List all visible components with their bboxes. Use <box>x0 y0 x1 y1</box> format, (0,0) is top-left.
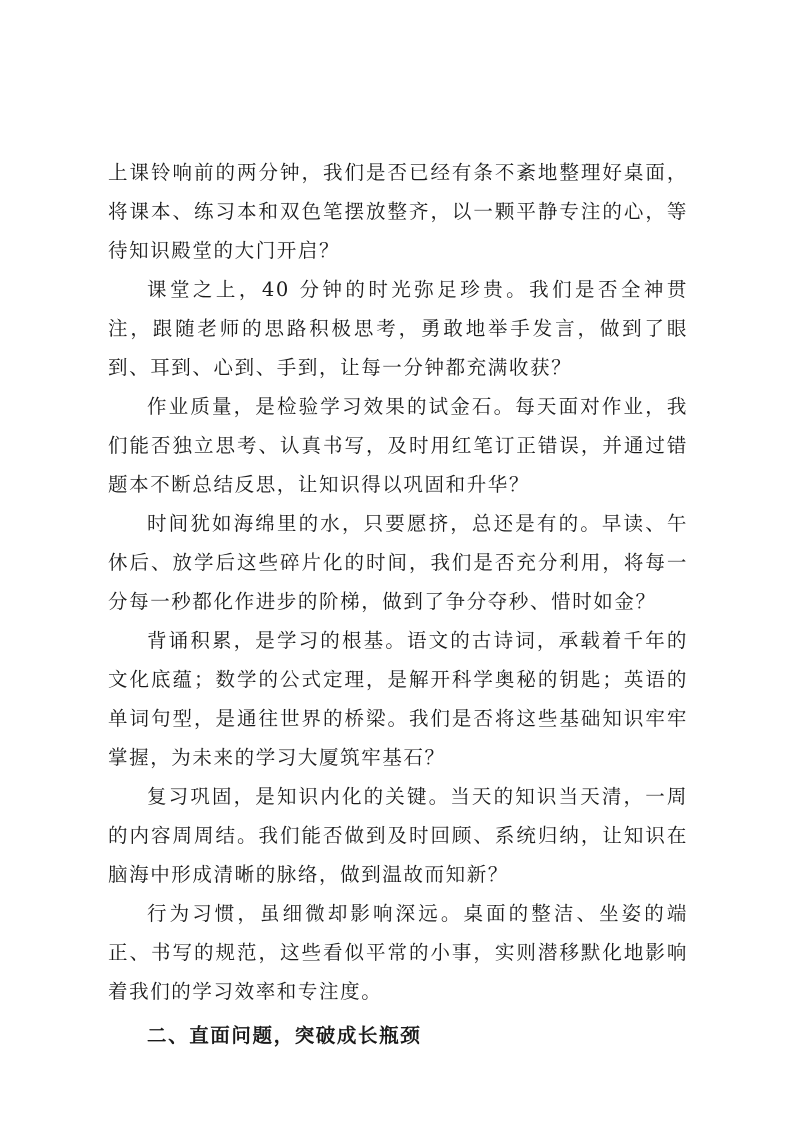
document-body <box>108 153 688 1055</box>
section-heading: 二、直面问题，突破成长瓶颈 <box>147 1024 422 1047</box>
paragraph-habits: 行为习惯，虽细微却影响深远。桌面的整洁、坐姿的端正、书写的规范，这些看似平常的小事，实则潜移默化地影响着我们的学习效率和专注度。 <box>108 902 688 1003</box>
paragraph-review: 复习巩固，是知识内化的关键。当天的知识当天清，一周的内容周周结。我们能否做到及时回顾、系统归纳，让知识在脑海中形成清晰的脉络，做到温故而知新？ <box>108 785 688 886</box>
paragraph-time-use: 时间犹如海绵里的水，只要愿挤，总还是有的。早读、午休后、放学后这些碎片化的时间，我们是否充分利用，将每一分每一秒都化作进步的阶梯，做到了争分夺秒、惜时如金？ <box>108 512 688 613</box>
paragraph-in-class: 课堂之上，40 分钟的时光弥足珍贵。我们是否全神贯注，跟随老师的思路积极思考，勇敢地举手发言，做到了眼到、耳到、心到、手到，让每一分钟都充满收获？ <box>108 278 688 379</box>
paragraph-homework: 作业质量，是检验学习效果的试金石。每天面对作业，我们能否独立思考、认真书写，及时用红笔订正错误，并通过错题本不断总结反思，让知识得以巩固和升华？ <box>108 395 688 496</box>
paragraph-recitation: 背诵积累，是学习的根基。语文的古诗词，承载着千年的文化底蕴；数学的公式定理，是解开科学奥秘的钥匙；英语的单词句型，是通往世界的桥梁。我们是否将这些基础知识牢牢掌握，为未来的学习大厦筑牢基石？ <box>108 629 688 769</box>
paragraph-classroom-prep: 上课铃响前的两分钟，我们是否已经有条不紊地整理好桌面，将课本、练习本和双色笔摆放整齐，以一颗平静专注的心，等待知识殿堂的大门开启？ <box>108 161 688 262</box>
